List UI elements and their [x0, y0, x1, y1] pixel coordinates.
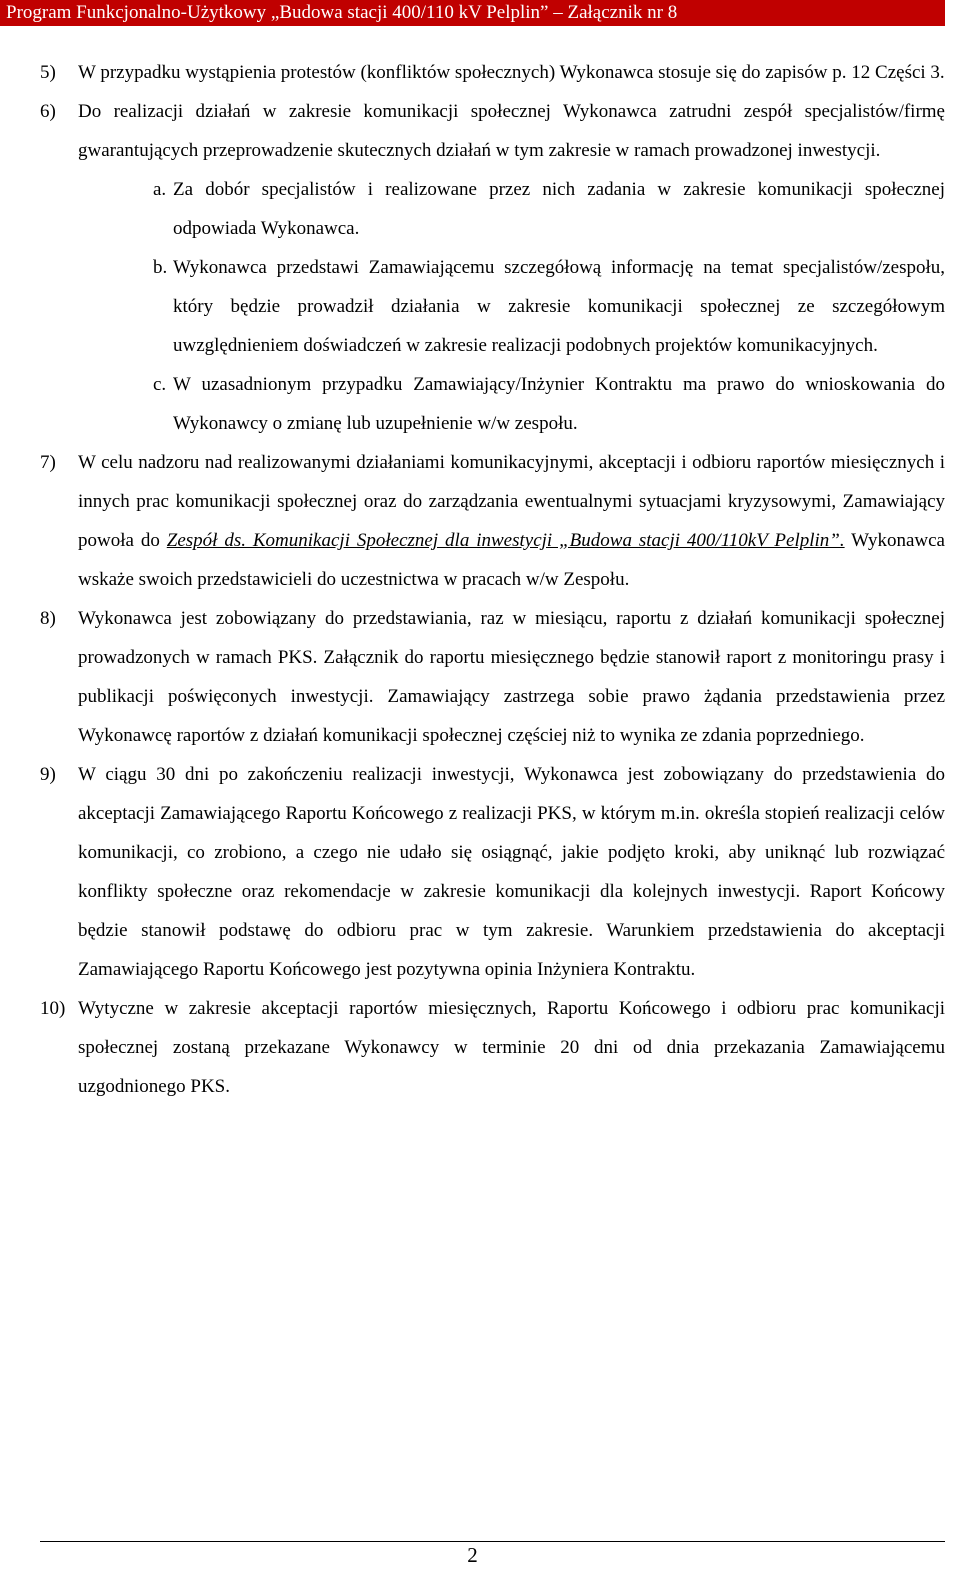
- header-title: Program Funkcjonalno-Użytkowy „Budowa stacji 400/110 kV Pelplin” – Załącznik nr 8: [6, 2, 678, 23]
- list-item-6: [40, 92, 945, 170]
- sub-item-b: [153, 248, 945, 365]
- page-number: 2: [467, 1543, 478, 1567]
- item-text: Wykonawca jest zobowiązany do przedstawiania, raz w miesiącu, raportu z działań komunikacji społecznej prowadzonych w ramach PKS. Załącznik do raportu miesięcznego będzie stanowił raport z monitoringu prasy i publikacji poświęconych inwestycji. Zamawiający zastrzega sobie prawo żądania przedstawienia przez Wykonawcę raportów z działań komunikacji społecznej częściej niż to wynika ze zdania poprzedniego.: [78, 608, 945, 746]
- sub-item-letter: c.: [153, 374, 167, 395]
- item-text-after: Wykonawca wskaże swoich przedstawicieli do uczestnictwa w pracach w/w Zespołu.: [78, 530, 945, 590]
- item-number: 8): [40, 608, 56, 629]
- sub-item-letter: a.: [153, 179, 167, 200]
- sub-item-text: Za dobór specjalistów i realizowane przez nich zadania w zakresie komunikacji społecznej odpowiada Wykonawca.: [173, 179, 945, 239]
- item-number: 6): [40, 101, 56, 122]
- item-number: 10): [40, 998, 66, 1019]
- item-text: Wytyczne w zakresie akceptacji raportów miesięcznych, Raportu Końcowego i odbioru prac komunikacji społecznej zostaną przekazane Wykonawcy w terminie 20 dni od dnia przekazania Zamawiającemu uzgodnionego PKS.: [78, 998, 945, 1097]
- document-body: [40, 53, 945, 1106]
- item-text: W przypadku wystąpienia protestów (konfliktów społecznych) Wykonawca stosuje się do zapisów p. 12 Części 3.: [78, 62, 945, 83]
- footer-divider: [40, 1541, 945, 1542]
- item-number: 5): [40, 62, 56, 83]
- sub-item-a: [153, 170, 945, 248]
- sub-item-letter: b.: [153, 257, 168, 278]
- item-number: 9): [40, 764, 56, 785]
- list-item-10: [40, 989, 945, 1106]
- list-item-5: [40, 53, 945, 92]
- item-number: 7): [40, 452, 56, 473]
- list-item-8: [40, 599, 945, 755]
- sub-item-text: W uzasadnionym przypadku Zamawiający/Inżynier Kontraktu ma prawo do wnioskowania do Wykonawcy o zmianę lub uzupełnienie w/w zespołu.: [173, 374, 945, 434]
- item-text: [78, 443, 945, 599]
- item-text-before: W celu nadzoru nad realizowanymi działaniami komunikacyjnymi, akceptacji i odbioru raportów miesięcznych i innych prac komunikacji społecznej oraz do zarządzania ewentualnymi sytuacjami kryzysowymi, Zamawiający powoła do: [78, 452, 945, 551]
- item-text: W ciągu 30 dni po zakończeniu realizacji inwestycji, Wykonawca jest zobowiązany do przedstawienia do akceptacji Zamawiającego Raportu Końcowego z realizacji PKS, w którym m.in. określa stopień realizacji celów komunikacji, co zrobiono, a czego nie udało się osiągnąć, jakie podjęto kroki, aby uniknąć lub rozwiązać konflikty społeczne oraz rekomendacje w zakresie komunikacji dla kolejnych inwestycji. Raport Końcowy będzie stanowił podstawę do odbioru prac w tym zakresie. Warunkiem przedstawienia do akceptacji Zamawiającego Raportu Końcowego jest pozytywna opinia Inżyniera Kontraktu.: [78, 764, 945, 980]
- committee-name-underlined: Zespół ds. Komunikacji Społecznej dla inwestycji „Budowa stacji 400/110kV Pelplin”.: [166, 530, 845, 551]
- item-text: Do realizacji działań w zakresie komunikacji społecznej Wykonawca zatrudni zespół specjalistów/firmę gwarantujących przeprowadzenie skutecznych działań w tym zakresie w ramach prowadzonej inwestycji.: [78, 101, 945, 161]
- page-header: [0, 0, 945, 26]
- sub-item-c: [153, 365, 945, 443]
- sub-item-text: Wykonawca przedstawi Zamawiającemu szczegółową informację na temat specjalistów/zespołu, który będzie prowadził działania w zakresie komunikacji społecznej ze szczegółowym uwzględnieniem doświadczeń w zakresie realizacji podobnych projektów komunikacyjnych.: [173, 257, 945, 356]
- list-item-7: [40, 443, 945, 599]
- list-item-9: [40, 755, 945, 989]
